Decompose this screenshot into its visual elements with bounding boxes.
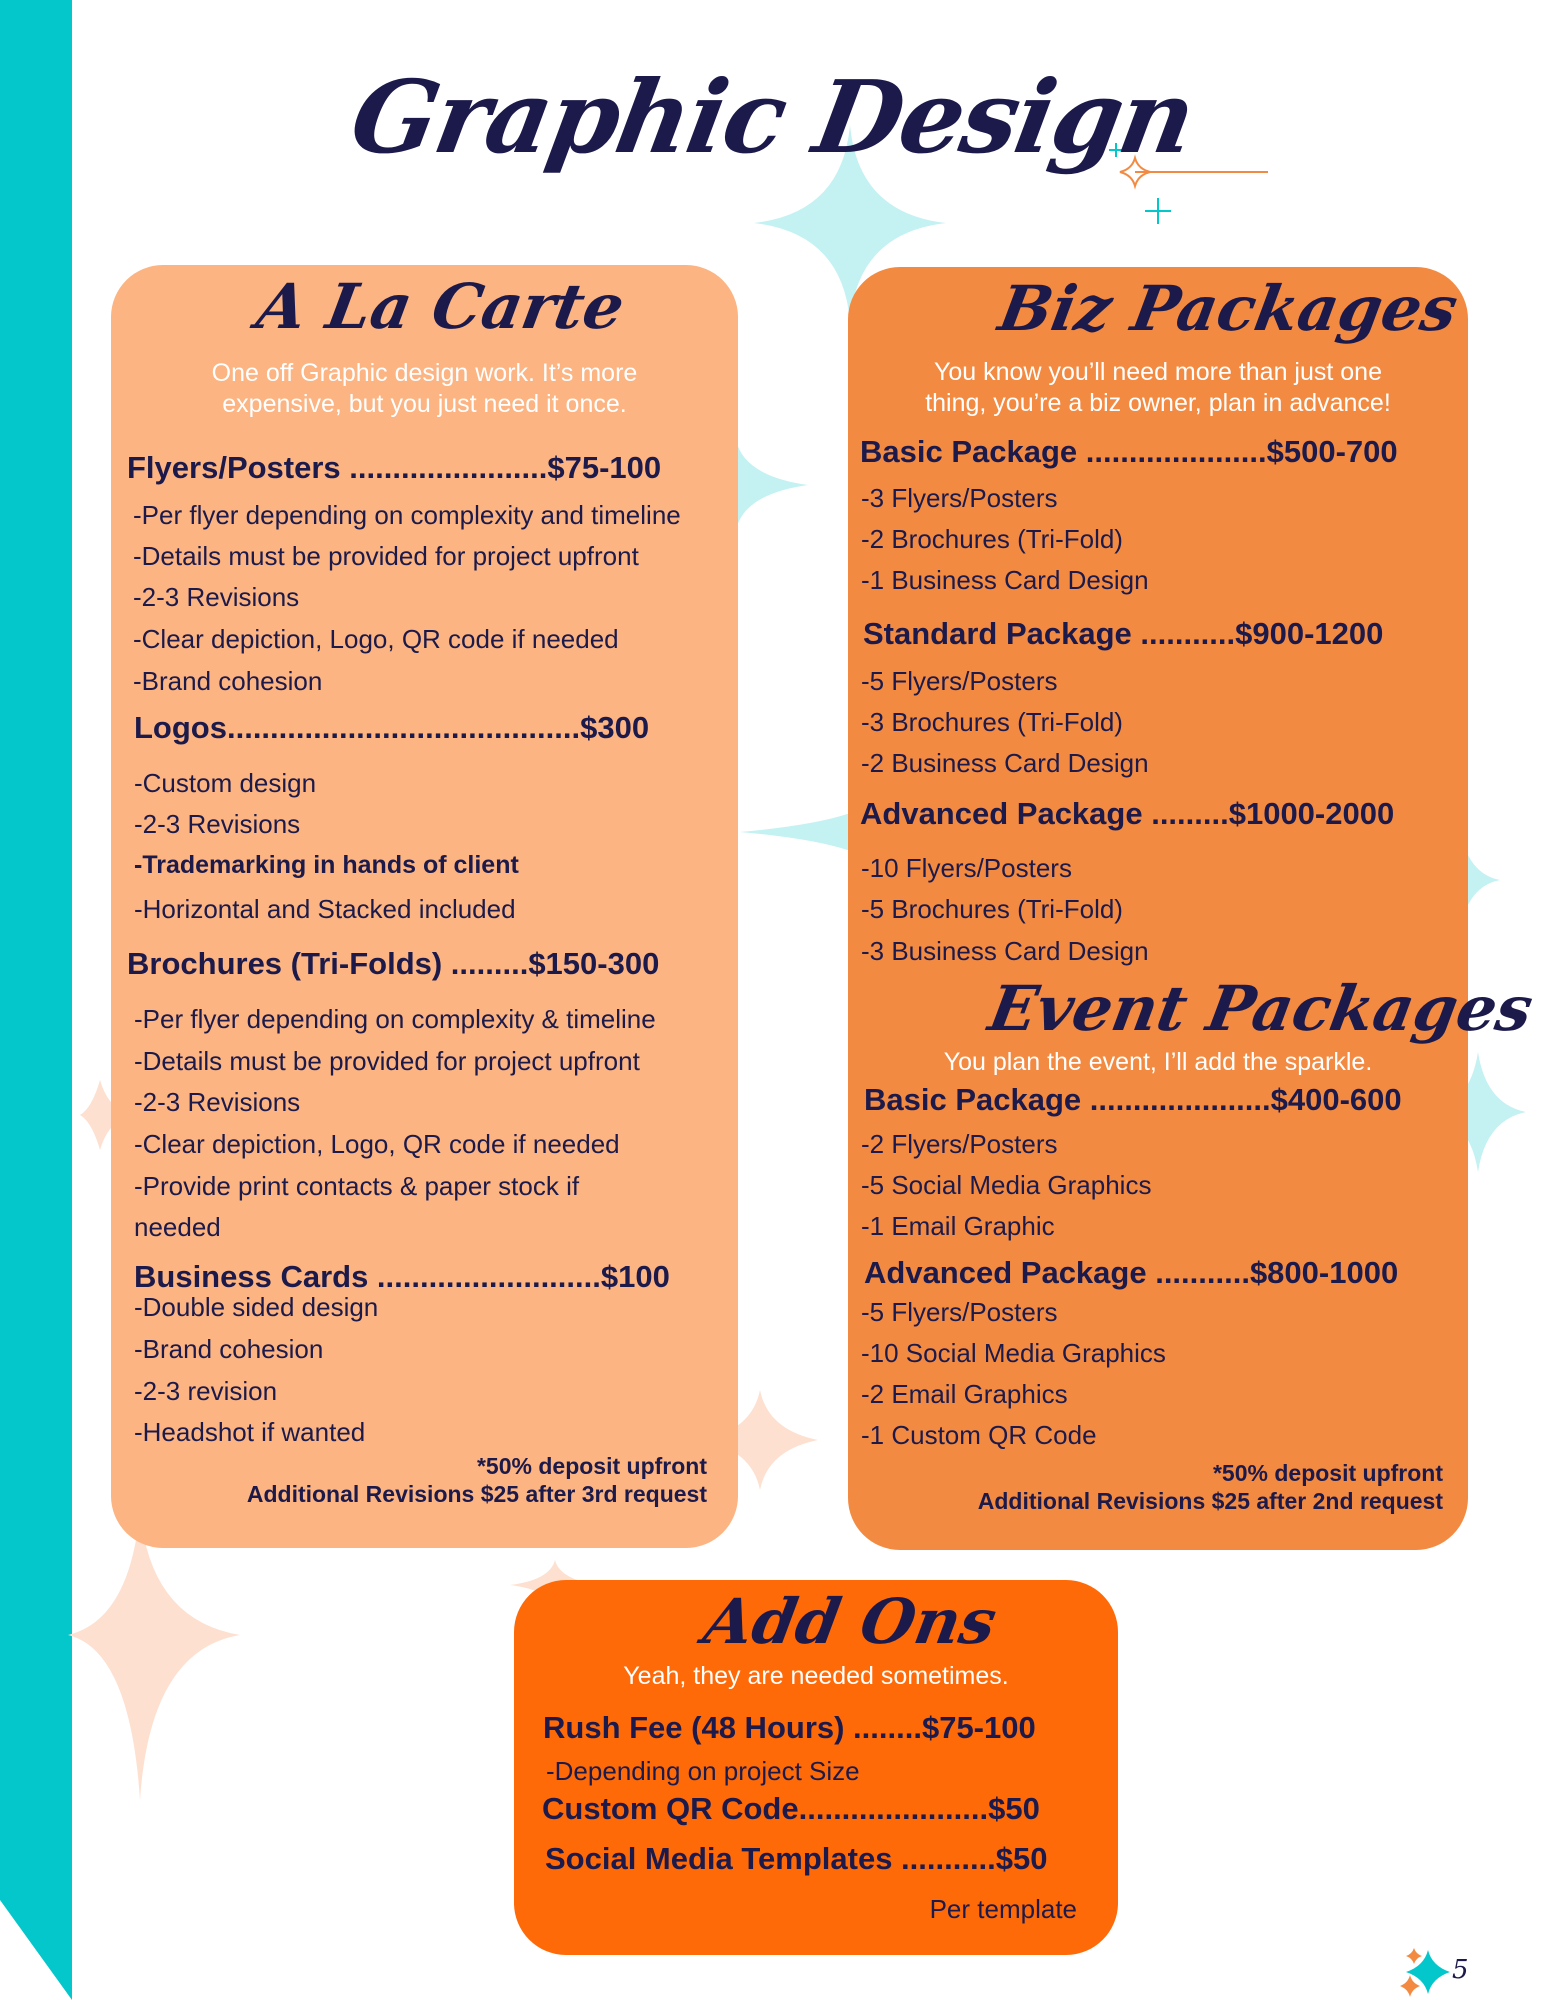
list-item: -Trademarking in hands of client [134, 851, 519, 879]
addons-title: Add Ons [698, 1585, 1002, 1658]
biz-subtitle-line: You know you’ll need more than just one [934, 358, 1382, 386]
list-item: -1 Custom QR Code [861, 1420, 1097, 1450]
list-item: -2 Flyers/Posters [861, 1129, 1058, 1159]
biz-standard-heading: Standard Package ...........$900-1200 [863, 616, 1384, 651]
event-packages-subtitle: You plan the event, I’ll add the sparkle. [943, 1048, 1373, 1076]
event-advanced-heading: Advanced Package ...........$800-1000 [864, 1255, 1399, 1290]
list-item: -5 Brochures (Tri-Fold) [861, 894, 1123, 924]
list-item: -Provide print contacts & paper stock if [134, 1171, 580, 1201]
list-item: -3 Brochures (Tri-Fold) [861, 707, 1123, 737]
revisions-note-line: Additional Revisions $25 after 3rd request [246, 1481, 707, 1507]
list-item: -5 Flyers/Posters [861, 666, 1058, 696]
event-basic-heading: Basic Package .....................$400-600 [864, 1082, 1402, 1117]
list-item: -10 Social Media Graphics [861, 1338, 1166, 1368]
biz-packages-subtitle [848, 357, 1468, 419]
sparkle-star-icon [68, 1510, 240, 1800]
list-item: -Clear depiction, Logo, QR code if needed [133, 624, 619, 654]
list-item: -Details must be provided for project upfront [133, 541, 639, 571]
business-cards-heading: Business Cards ..........................$100 [134, 1259, 670, 1294]
event-deposit-note [978, 1459, 1443, 1515]
brochures-heading: Brochures (Tri-Folds) .........$150-300 [127, 946, 660, 981]
list-item: -3 Flyers/Posters [861, 483, 1058, 513]
list-item: -Depending on project Size [546, 1756, 860, 1786]
list-item: -1 Email Graphic [861, 1211, 1055, 1241]
sparkle-star-icon [1145, 198, 1171, 224]
list-item: -Details must be provided for project upfront [134, 1046, 640, 1076]
biz-advanced-heading: Advanced Package .........$1000-2000 [860, 796, 1395, 831]
list-item: -1 Business Card Design [861, 565, 1149, 595]
list-item: needed [134, 1212, 221, 1242]
list-item: -2-3 Revisions [133, 582, 300, 612]
list-item: -2 Business Card Design [861, 748, 1149, 778]
page-title: Graphic Design [342, 58, 1203, 176]
biz-basic-heading: Basic Package .....................$500-700 [860, 434, 1398, 469]
list-item: -5 Social Media Graphics [861, 1170, 1152, 1200]
custom-qr-heading: Custom QR Code......................$50 [542, 1791, 1040, 1826]
deposit-note [247, 1452, 707, 1508]
revisions-note-line: Additional Revisions $25 after 2nd request [977, 1488, 1443, 1514]
list-item: -Brand cohesion [133, 666, 323, 696]
list-item: -Headshot if wanted [134, 1417, 366, 1447]
alacarte-subtitle [111, 358, 738, 420]
biz-subtitle-line: thing, you’re a biz owner, plan in advance! [925, 389, 1391, 417]
page-number: 5 [1452, 1955, 1469, 1985]
list-item: -Custom design [134, 768, 317, 798]
list-item: -3 Business Card Design [861, 936, 1149, 966]
list-item: -Clear depiction, Logo, QR code if needed [134, 1129, 620, 1159]
deposit-note-line: *50% deposit upfront [1212, 1460, 1443, 1486]
list-item: -Brand cohesion [134, 1334, 324, 1364]
list-item: -2-3 Revisions [134, 1087, 301, 1117]
alacarte-subtitle-line: expensive, but you just need it once. [222, 390, 627, 418]
alacarte-subtitle-line: One off Graphic design work. It’s more [211, 359, 638, 387]
deposit-note-line: *50% deposit upfront [476, 1453, 707, 1479]
alacarte-title: A La Carte [251, 270, 630, 343]
list-item: -2-3 Revisions [134, 809, 301, 839]
list-item: -5 Flyers/Posters [861, 1297, 1058, 1327]
sparkle-cluster-icon [1400, 1948, 1450, 1997]
list-item: -Horizontal and Stacked included [134, 894, 516, 924]
per-template-note: Per template [929, 1894, 1077, 1924]
flyers-heading: Flyers/Posters .......................$75-100 [127, 450, 662, 485]
list-item: -2-3 revision [134, 1376, 278, 1406]
list-item: -Double sided design [134, 1292, 379, 1322]
list-item: -Per flyer depending on complexity and timeline [133, 500, 681, 530]
list-item: -Per flyer depending on complexity & timeline [134, 1004, 656, 1034]
biz-packages-title: Biz Packages [993, 272, 1463, 345]
social-templates-heading: Social Media Templates ...........$50 [545, 1841, 1048, 1876]
logos-heading: Logos.........................................$300 [134, 710, 650, 745]
rush-fee-heading: Rush Fee (48 Hours) ........$75-100 [543, 1710, 1036, 1745]
event-packages-title: Event Packages [983, 972, 1539, 1045]
list-item: -10 Flyers/Posters [861, 853, 1072, 883]
list-item: -2 Email Graphics [861, 1379, 1068, 1409]
list-item: -2 Brochures (Tri-Fold) [861, 524, 1123, 554]
addons-subtitle: Yeah, they are needed sometimes. [623, 1662, 1009, 1690]
